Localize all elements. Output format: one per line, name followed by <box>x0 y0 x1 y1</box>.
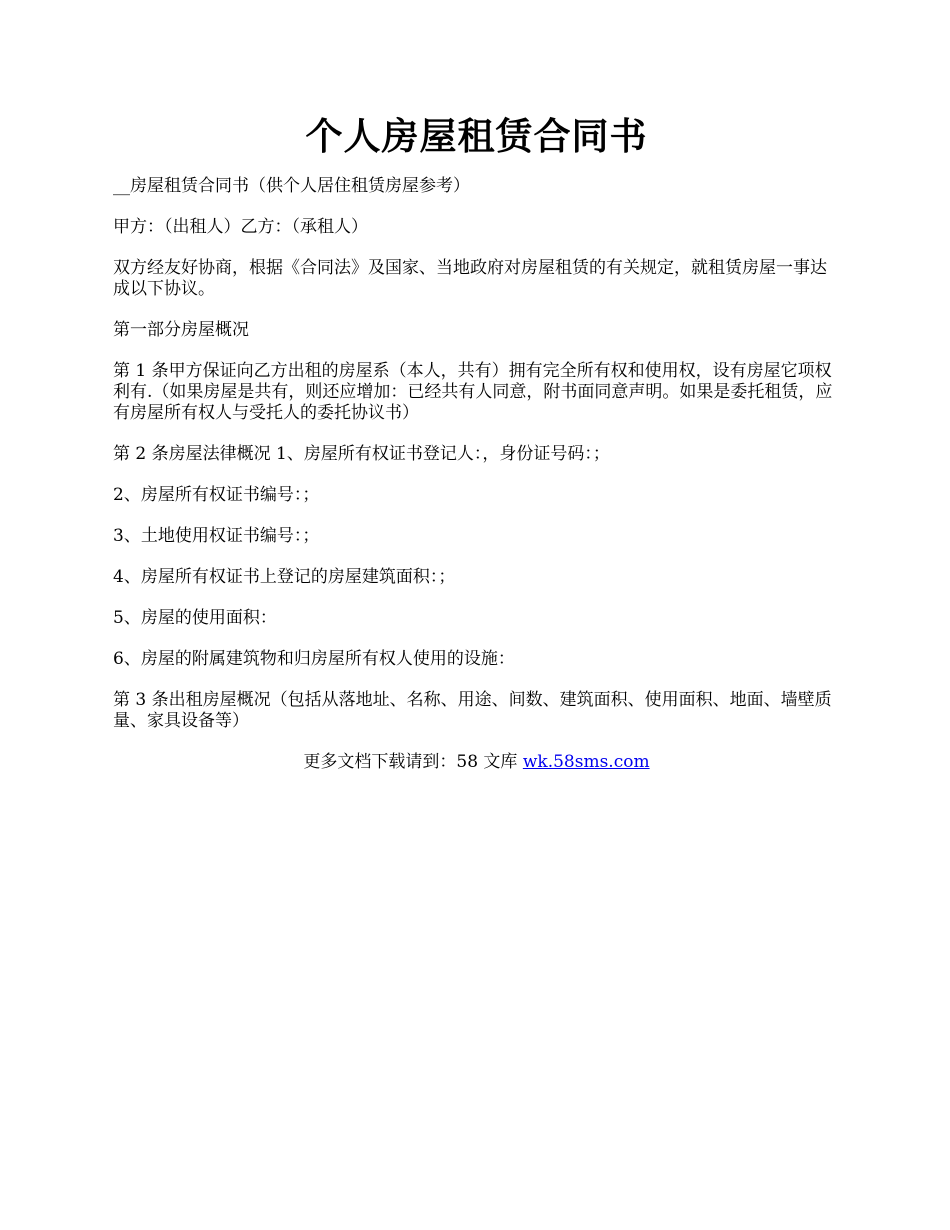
article-2-paragraph: 第 2 条房屋法律概况 1、房屋所有权证书登记人：，身份证号码：； <box>113 444 610 464</box>
article-1-paragraph: 第 1 条甲方保证向乙方出租的房屋系（本人，共有）拥有完全所有权和使用权，设有房屋它项权利有.（如果房屋是共有，则还应增加：已经共有人同意，附书面同意声明。如果是委托租赁，应有房屋所有权人与受托人的委托协议书） <box>113 361 833 423</box>
list-item-certificate-number: 2、房屋所有权证书编号：； <box>113 485 320 505</box>
article-3-paragraph: 第 3 条出租房屋概况（包括从落地址、名称、用途、间数、建筑面积、使用面积、地面、墙壁质量、家具设备等） <box>113 690 832 731</box>
document-page <box>113 108 840 773</box>
section-heading-part-one: 第一部分房屋概况 <box>113 320 249 340</box>
list-item-usable-area: 5、房屋的使用面积： <box>113 608 277 628</box>
footer-link[interactable]: wk.58sms.com <box>522 752 650 772</box>
download-footer <box>113 752 840 773</box>
list-item-building-area: 4、房屋所有权证书上登记的房屋建筑面积：； <box>113 567 456 587</box>
list-item-facilities: 6、房屋的附属建筑物和归房屋所有权人使用的设施： <box>113 649 515 669</box>
parties-paragraph: 甲方：（出租人）乙方：（承租人） <box>113 217 368 237</box>
list-item-land-certificate: 3、土地使用权证书编号：； <box>113 526 320 546</box>
agreement-intro-paragraph: 双方经友好协商，根据《合同法》及国家、当地政府对房屋租赁的有关规定，就租赁房屋一事达成以下协议。 <box>113 258 827 299</box>
footer-prefix-text: 更多文档下载请到：58 文库 <box>303 752 523 772</box>
document-title: 个人房屋租赁合同书 <box>305 114 648 158</box>
subtitle-paragraph: __房屋租赁合同书（供个人居住租赁房屋参考） <box>113 176 470 196</box>
